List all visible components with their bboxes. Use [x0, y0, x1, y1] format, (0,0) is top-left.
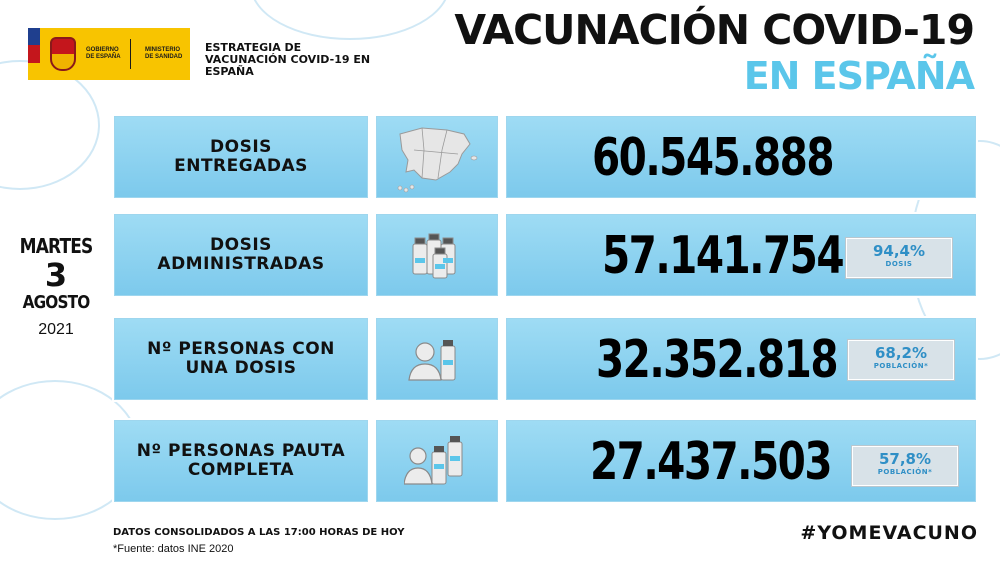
stat-icon-cell	[374, 212, 500, 298]
stat-value: 57.141.754	[602, 226, 843, 286]
stat-icon-cell	[374, 418, 500, 504]
stat-label: Nº PERSONAS PAUTA COMPLETA	[136, 441, 346, 480]
ministry-label: MINISTERIO DE SANIDAD	[145, 47, 183, 60]
percentage-label: DOSIS	[885, 260, 913, 268]
spain-map-icon	[392, 120, 482, 194]
stat-label: Nº PERSONAS CON UNA DOSIS	[147, 339, 335, 378]
government-logo	[28, 28, 190, 80]
percentage-label: POBLACIÓN*	[877, 468, 933, 476]
stat-label-cell	[112, 114, 370, 200]
stat-label-cell	[112, 212, 370, 298]
percentage-label: POBLACIÓN*	[873, 362, 929, 370]
stat-value: 32.352.818	[596, 330, 837, 390]
stat-icon-cell	[374, 114, 500, 200]
percentage-value: 94,4%	[872, 242, 926, 260]
stat-value: 60.545.888	[592, 128, 833, 188]
stat-row-dosis-administradas	[112, 212, 978, 298]
hashtag: #YOMEVACUNO	[800, 522, 978, 544]
stat-label-cell	[112, 418, 370, 504]
stat-row-personas-una-dosis	[112, 316, 978, 402]
stat-label-cell	[112, 316, 370, 402]
report-date	[10, 234, 102, 339]
date-day: 3	[44, 256, 68, 294]
date-weekday: MARTES	[19, 234, 93, 258]
data-note: DATOS CONSOLIDADOS A LAS 17:00 HORAS DE HOY	[113, 527, 405, 538]
stat-value-cell	[504, 114, 978, 200]
decorative-swirl	[250, 0, 450, 40]
page-title: VACUNACIÓN COVID-19	[454, 6, 974, 54]
percentage-badge	[846, 238, 952, 278]
strategy-label: ESTRATEGIA DE VACUNACIÓN COVID-19 EN ESPAÑA	[205, 41, 371, 78]
percentage-value: 68,2%	[874, 344, 928, 362]
page-subtitle: EN ESPAÑA	[743, 54, 974, 98]
stat-value-cell	[504, 212, 978, 298]
coat-of-arms-icon	[50, 37, 76, 71]
percentage-badge	[848, 340, 954, 380]
vaccine-vials-icon	[407, 230, 467, 280]
stat-value-cell	[504, 316, 978, 402]
stat-label: DOSIS ENTREGADAS	[174, 137, 308, 176]
stat-value-cell	[504, 418, 978, 504]
person-two-vials-icon	[404, 434, 470, 488]
source-note: *Fuente: datos INE 2020	[113, 543, 234, 555]
stat-value: 27.437.503	[590, 432, 831, 492]
percentage-badge	[852, 446, 958, 486]
stat-label: DOSIS ADMINISTRADAS	[157, 235, 325, 274]
percentage-value: 57,8%	[878, 450, 932, 468]
stat-icon-cell	[374, 316, 500, 402]
gov-label: GOBIERNO DE ESPAÑA	[86, 47, 121, 60]
person-vial-icon	[407, 334, 467, 384]
stat-row-dosis-entregadas	[112, 114, 978, 200]
date-month: AGOSTO	[22, 292, 90, 313]
spain-flag-icon	[28, 28, 40, 80]
date-year: 2021	[38, 321, 74, 338]
stat-row-pauta-completa	[112, 418, 978, 504]
